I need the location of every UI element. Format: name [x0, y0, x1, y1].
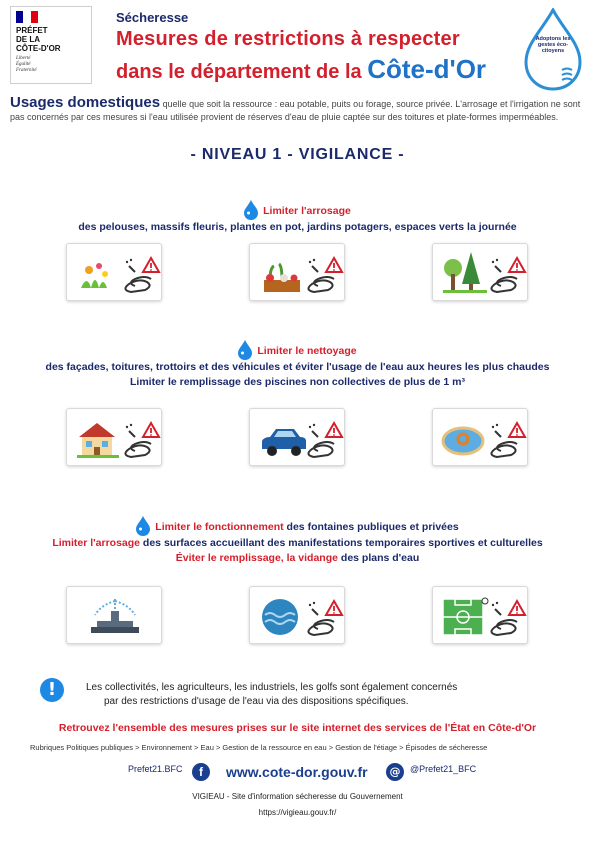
vegetable-garden-hose-icon [250, 244, 346, 302]
logo-line: PRÉFET [16, 26, 48, 35]
intro-paragraph [10, 96, 585, 124]
fountain-card [66, 586, 162, 644]
pool-hose-card [432, 408, 528, 466]
department-name: Côte-d'Or [367, 54, 487, 84]
sports-field-hose-card [432, 586, 528, 644]
logo-motto: Liberté Égalité Fraternité [16, 56, 37, 73]
facebook-handle[interactable]: Prefet21.BFC [128, 764, 183, 774]
vigieau-link[interactable]: https://vigieau.gouv.fr/ [258, 808, 337, 817]
logo-line: DE LA [16, 35, 40, 44]
logo-line: CÔTE-D'OR [16, 44, 61, 53]
find-all-measures-note: Retrouvez l'ensemble des mesures prises sur le site internet des services de l'État en Côte-d'Or [58, 722, 537, 734]
info-notice: Les collectivités, les agriculteurs, les industriels, les golfs sont également concernés par des restrictions d'usage de l'eau via des dispositions spécifiques. [86, 682, 458, 707]
car-hose-icon [250, 409, 346, 467]
twitter-handle[interactable]: @Prefet21_BFC [410, 764, 477, 774]
water-body-hose-card [249, 586, 345, 644]
alert-level-title: - NIVEAU 1 - VIGILANCE - [190, 146, 405, 163]
green-spaces-hose-icon [433, 244, 529, 302]
breadcrumb: Rubriques Politiques publiques > Environnement > Eau > Gestion de la ressource en eau > Gestion de l'étiage > Épisodes de sécheresse [30, 743, 488, 752]
sports-field-hose-icon [433, 587, 529, 645]
info-exclamation-icon: ! [40, 678, 64, 702]
facebook-icon[interactable]: f [192, 763, 210, 781]
vigieau-label: VIGIEAU - Site d'information sécheresse du Gouvernement [192, 792, 403, 801]
water-drop-icon [136, 516, 150, 536]
french-flag-icon [16, 11, 38, 23]
car-hose-card [249, 408, 345, 466]
supertitle: Sécheresse [116, 10, 189, 25]
page-title-line-2: dans le département de la Côte-d'Or [116, 54, 487, 84]
flowers-hose-icon [67, 244, 163, 302]
section-2-heading: Limiter le nettoyage des façades, toitures, trottoirs et des véhicules et éviter l'usage de l'eau aux heures les plus chaudes Limiter le remplissage des piscines non collectives de plus de 1 m³ [0, 340, 595, 390]
twitter-icon[interactable]: @ [386, 763, 404, 781]
pool-hose-icon [433, 409, 529, 467]
intro-text: quelle que soit la ressource : eau potable, puits ou forage, source privée. L'arrosage et l'irrigation ne sont pas concernés par ces mesures si l'eau utilisée provient de réserves d'eau de pluie captée sur des toitures et plate-formes imperméables. [10, 99, 581, 122]
intro-lead: Usages domestiques [10, 94, 161, 111]
water-body-hose-icon [250, 587, 346, 645]
water-drop-icon [244, 200, 258, 220]
house-facade-hose-icon [67, 409, 163, 467]
fountain-icon [67, 587, 163, 645]
house-facade-hose-card [66, 408, 162, 466]
water-drop-icon [238, 340, 252, 360]
green-spaces-hose-card [432, 243, 528, 301]
section-3-heading: Limiter le fonctionnement des fontaines publiques et privées Limiter l'arrosage des surfaces accueillant des manifestations temporaires sportives et culturelles Éviter le remplissage, la vidange des plans d'eau [0, 516, 595, 566]
badge-text: Adoptons les gestes éco-citoyens [535, 36, 571, 54]
flowers-hose-card [66, 243, 162, 301]
section-1-heading: Limiter l'arrosage des pelouses, massifs fleuris, plantes en pot, jardins potagers, espaces verts la journée [0, 200, 595, 235]
website-link[interactable]: www.cote-dor.gouv.fr [226, 764, 368, 780]
page-title-line-1: Mesures de restrictions à respecter [116, 28, 460, 50]
vegetable-garden-hose-card [249, 243, 345, 301]
prefet-logo [10, 6, 92, 84]
